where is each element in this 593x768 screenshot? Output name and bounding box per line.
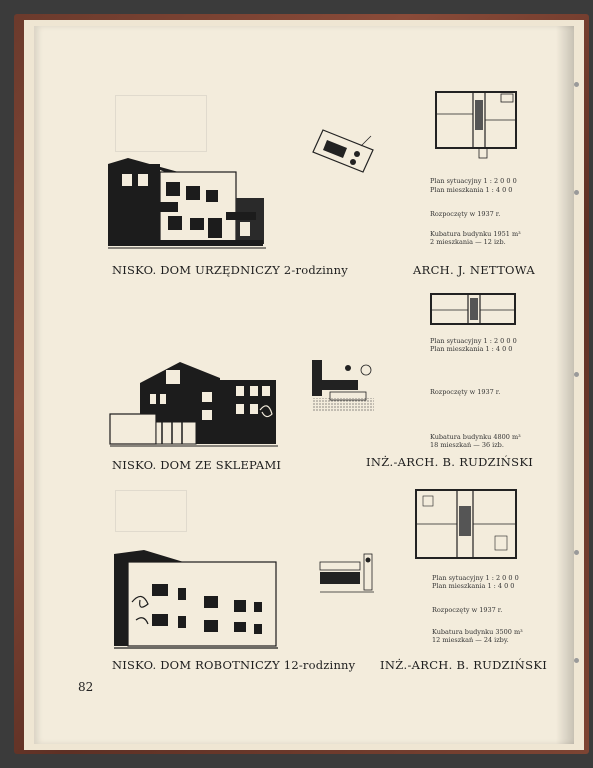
plan-scale-flat: Plan mieszkania 1 : 4 0 0 [430,186,513,194]
section-caption: NISKO. DOM ZE SKLEPAMI [112,458,282,472]
house-elevation-2 [110,358,280,448]
section-caption: NISKO. DOM URZĘDNICZY 2-rodzinny [112,263,348,277]
building-volume: Kubatura budynku 3500 m³ [432,628,523,636]
binding-hole [574,372,579,377]
section-caption: NISKO. DOM ROBOTNICZY 12-rodzinny [112,658,356,672]
building-volume: Kubatura budynku 4800 m³ [430,433,521,441]
binding-hole [574,550,579,555]
house-elevation-3 [114,550,280,650]
bleed-through [115,95,207,152]
construction-started: Rozpoczęty w 1937 r. [430,388,501,396]
site-plan-2 [310,358,380,416]
construction-started: Rozpoczęty w 1937 r. [430,210,501,218]
apartments-rooms: 2 mieszkania — 12 izb. [430,238,506,246]
binding-hole [574,658,579,663]
apartments-rooms: 18 mieszkań — 36 izb. [430,441,504,449]
page-number: 82 [78,680,94,694]
floor-plan-2 [430,292,518,330]
plan-scale-flat: Plan mieszkania 1 : 4 0 0 [430,345,513,353]
architect-credit: INŻ.-ARCH. B. RUDZIŃSKI [380,658,548,672]
floor-plan-3 [415,488,520,560]
apartments-rooms: 12 mieszkań — 24 izby. [432,636,509,644]
binding-hole [574,82,579,87]
plan-scale-site: Plan sytuacyjny 1 : 2 0 0 0 [430,337,517,345]
architect-credit: ARCH. J. NETTOWA [413,263,535,277]
bleed-through [115,490,187,532]
binding-hole [574,190,579,195]
plan-scale-site: Plan sytuacyjny 1 : 2 0 0 0 [432,574,519,582]
house-elevation-1 [108,158,268,250]
building-volume: Kubatura budynku 1951 m³ [430,230,521,238]
site-plan-3 [318,550,378,596]
architect-credit: INŻ.-ARCH. B. RUDZIŃSKI [366,455,534,469]
plan-scale-flat: Plan mieszkania 1 : 4 0 0 [432,582,515,590]
plan-scale-site: Plan sytuacyjny 1 : 2 0 0 0 [430,177,517,185]
site-plan-1 [313,126,378,181]
spine-shadow [556,26,574,744]
construction-started: Rozpoczęty w 1937 r. [432,606,503,614]
floor-plan-1 [435,90,520,160]
